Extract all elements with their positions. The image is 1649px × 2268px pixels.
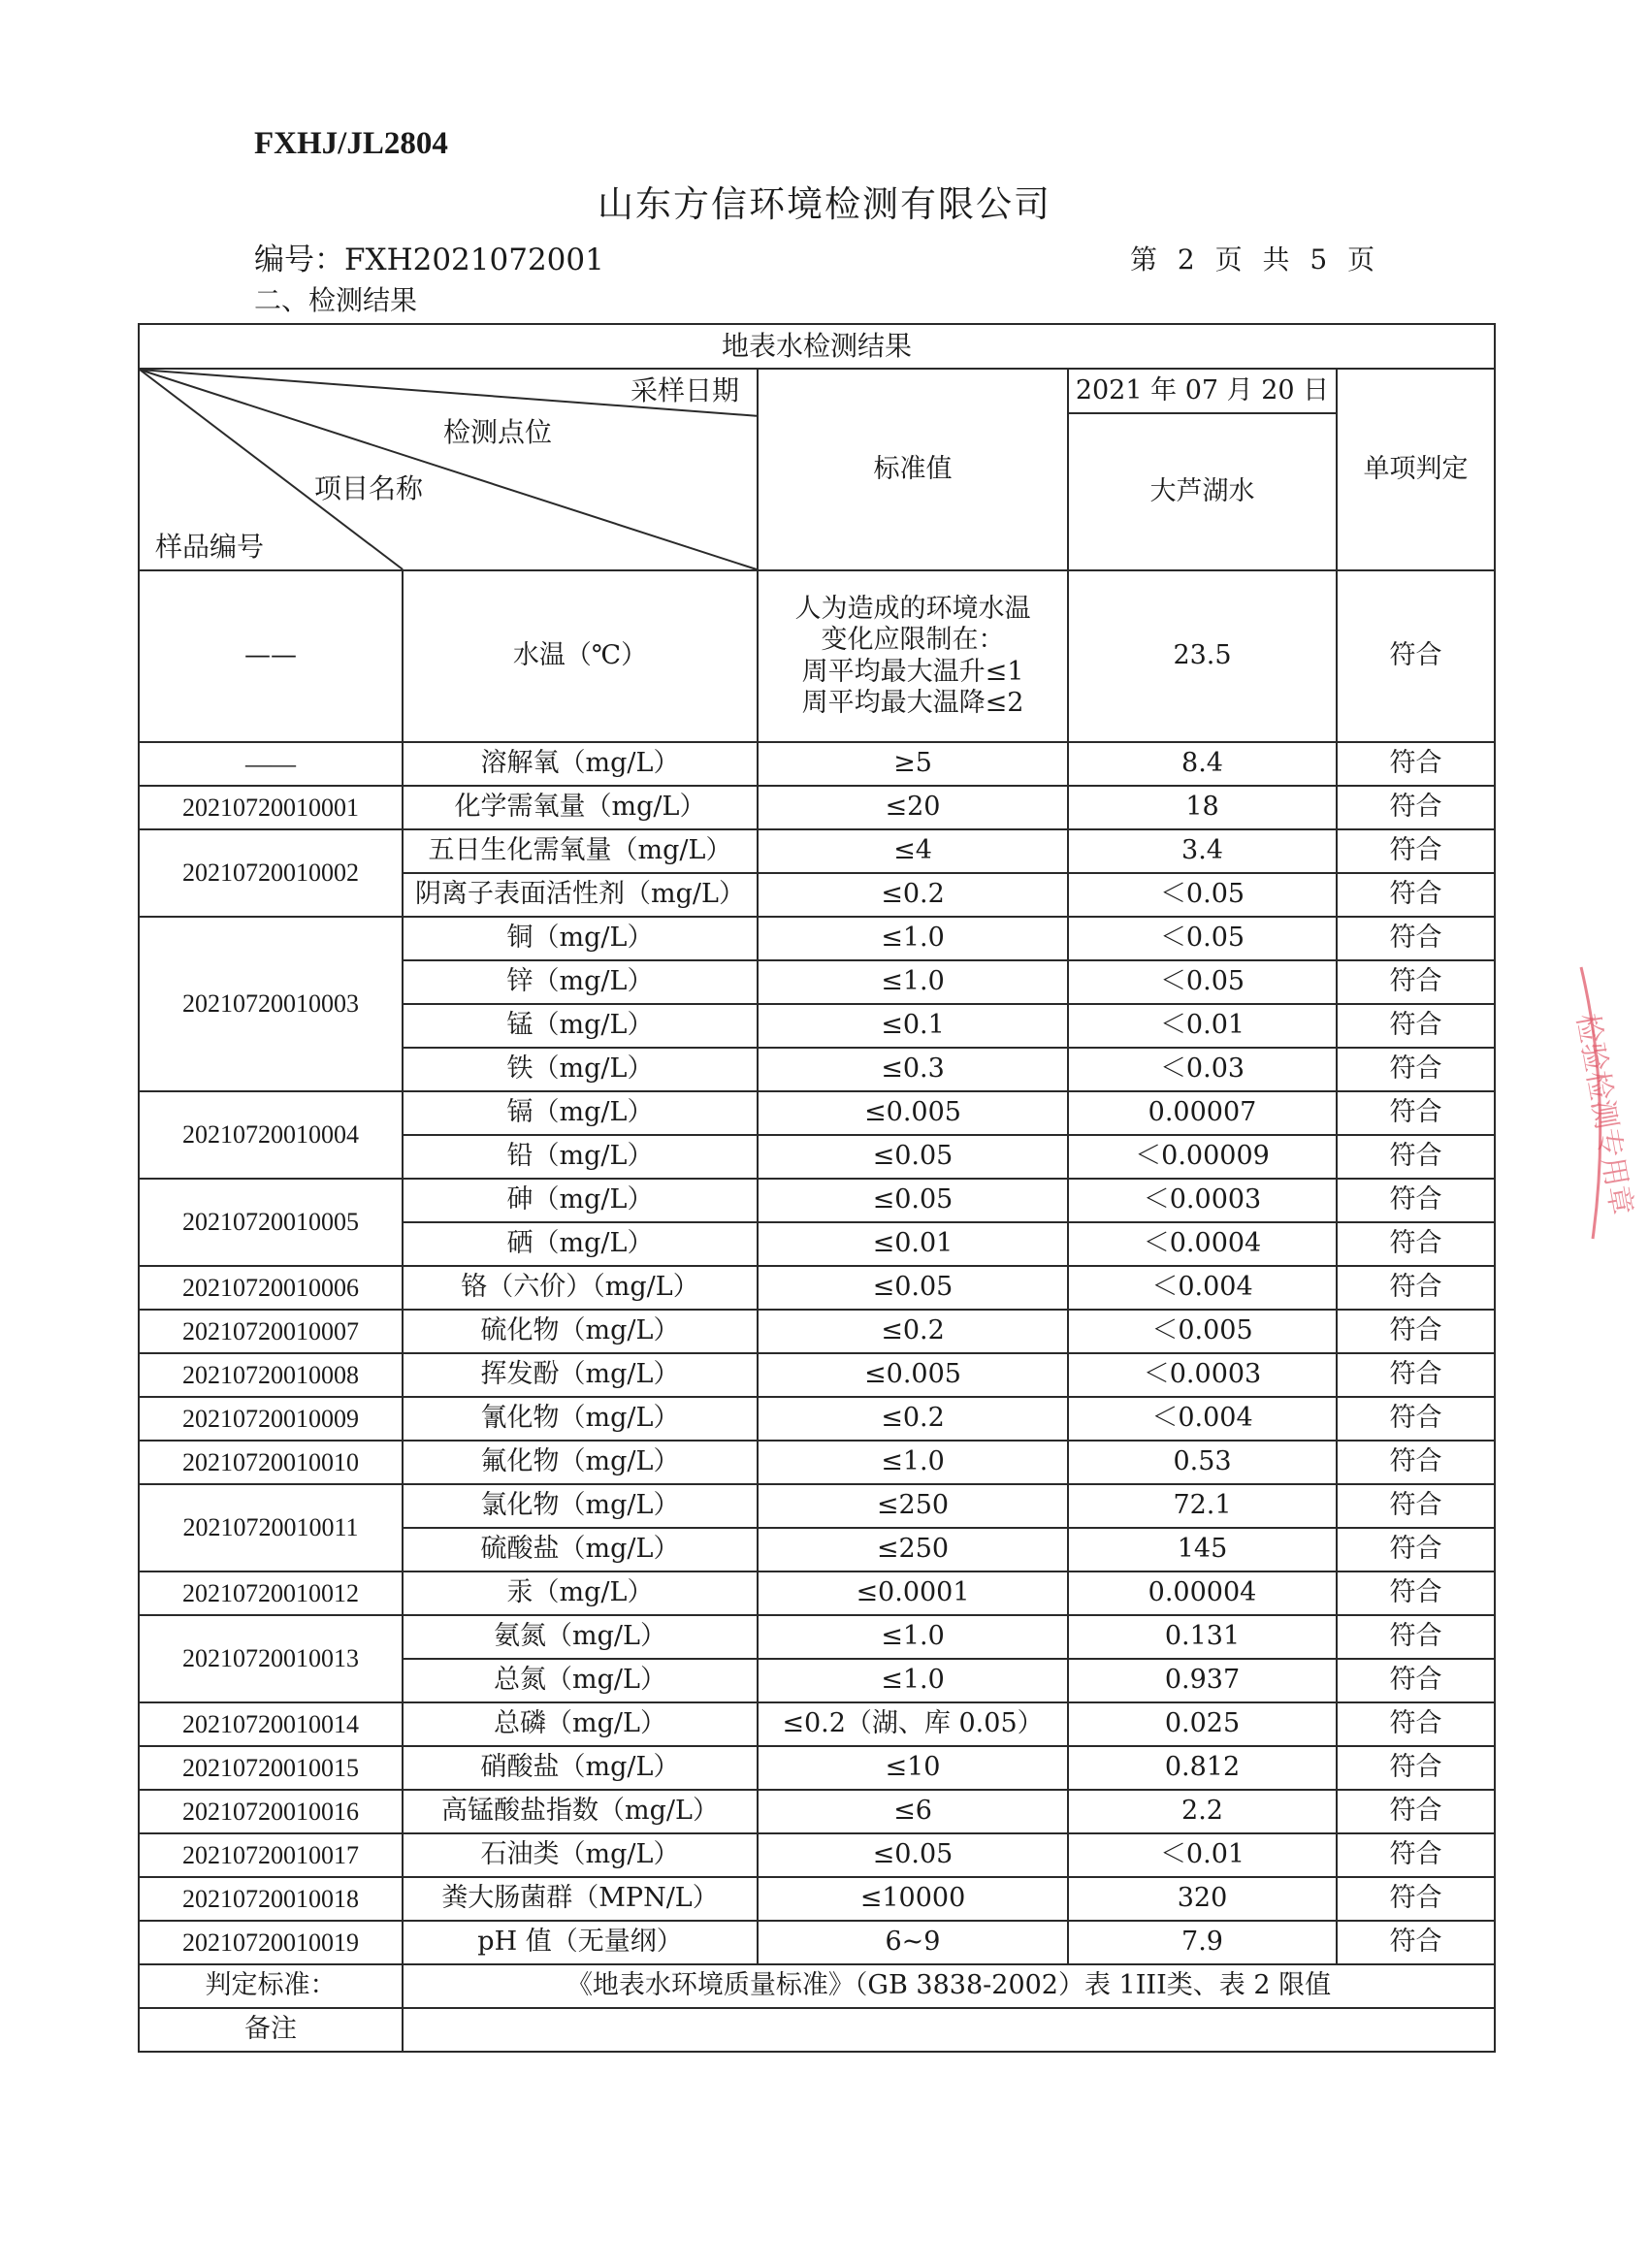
criteria-label: 判定标准： (139, 1964, 403, 2008)
stamp-text-graphic: 检验检测专用章 (1569, 1011, 1639, 1218)
sample-id-label: 样品编号 (155, 531, 265, 563)
sample-id-cell: 20210720010007 (139, 1310, 403, 1353)
sample-id-cell: 20210720010019 (139, 1921, 403, 1964)
judgement-cell: 符合 (1337, 1004, 1495, 1048)
standard-cell: ≤1.0 (758, 1441, 1068, 1484)
standard-cell: ≤1.0 (758, 1659, 1068, 1702)
judgement-cell: 符合 (1337, 1790, 1495, 1833)
result-cell: ＜0.05 (1068, 960, 1337, 1004)
item-cell: 粪大肠菌群（MPN/L） (403, 1877, 758, 1921)
company-name: 山东方信环境检测有限公司 (598, 183, 1051, 225)
item-cell: 硒（mg/L） (403, 1222, 758, 1266)
judgement-header: 单项判定 (1337, 369, 1495, 570)
judgement-cell: 符合 (1337, 1833, 1495, 1877)
table-title: 地表水检测结果 (139, 324, 1495, 369)
item-cell: 五日生化需氧量（mg/L） (403, 829, 758, 873)
judgement-cell: 符合 (1337, 917, 1495, 960)
result-cell: 145 (1068, 1528, 1337, 1571)
item-label: 项目名称 (314, 472, 424, 504)
table-row (139, 1397, 1495, 1441)
water-temp-id: —— (139, 570, 403, 742)
judgement-cell: 符合 (1337, 1091, 1495, 1135)
result-cell: ＜0.01 (1068, 1833, 1337, 1877)
point-label: 检测点位 (443, 416, 553, 448)
standard-cell: ≤10 (758, 1746, 1068, 1790)
result-cell: ＜0.05 (1068, 917, 1337, 960)
result-cell: 8.4 (1068, 742, 1337, 786)
item-cell: 锰（mg/L） (403, 1004, 758, 1048)
standard-cell: ≤0.2 (758, 1397, 1068, 1441)
result-cell: 18 (1068, 786, 1337, 829)
standard-cell: ≤0.05 (758, 1179, 1068, 1222)
standard-cell: ≤0.01 (758, 1222, 1068, 1266)
result-cell: 3.4 (1068, 829, 1337, 873)
result-cell: 0.00007 (1068, 1091, 1337, 1135)
judgement-cell: 符合 (1337, 1877, 1495, 1921)
standard-cell: ≤0.1 (758, 1004, 1068, 1048)
judgement-cell: 符合 (1337, 1702, 1495, 1746)
sample-id-cell: 20210720010011 (139, 1484, 403, 1571)
sample-id-cell: 20210720010018 (139, 1877, 403, 1921)
judgement-cell: 符合 (1337, 1746, 1495, 1790)
judgement-cell: 符合 (1337, 1441, 1495, 1484)
item-cell: 铬（六价）（mg/L） (403, 1266, 758, 1310)
standard-cell: ≤0.005 (758, 1353, 1068, 1397)
result-cell: 7.9 (1068, 1921, 1337, 1964)
water-temp-judgement: 符合 (1337, 570, 1495, 742)
standard-cell: ≤250 (758, 1484, 1068, 1528)
water-temp-result: 23.5 (1068, 570, 1337, 742)
sample-id-cell: —— (139, 742, 403, 786)
standard-cell: ≤0.05 (758, 1266, 1068, 1310)
sample-id-cell: 20210720010010 (139, 1441, 403, 1484)
table-row (139, 1571, 1495, 1615)
judgement-cell: 符合 (1337, 1048, 1495, 1091)
item-cell: 氰化物（mg/L） (403, 1397, 758, 1441)
water-temp-standard (758, 570, 1068, 742)
standard-cell: ≤0.2 (758, 1310, 1068, 1353)
sample-id-cell: 20210720010006 (139, 1266, 403, 1310)
item-cell: 铁（mg/L） (403, 1048, 758, 1091)
remarks-row (139, 2008, 1495, 2052)
item-cell: 汞（mg/L） (403, 1571, 758, 1615)
table-row (139, 1091, 1495, 1135)
result-cell: 0.025 (1068, 1702, 1337, 1746)
judgement-cell: 符合 (1337, 1135, 1495, 1179)
judgement-cell: 符合 (1337, 1921, 1495, 1964)
standard-cell: ≤6 (758, 1790, 1068, 1833)
table-row (139, 1615, 1495, 1659)
item-cell: 硝酸盐（mg/L） (403, 1746, 758, 1790)
result-cell: ＜0.01 (1068, 1004, 1337, 1048)
item-cell: 锌（mg/L） (403, 960, 758, 1004)
standard-cell: ≤0.2 (758, 873, 1068, 917)
item-cell: 镉（mg/L） (403, 1091, 758, 1135)
result-cell: 320 (1068, 1877, 1337, 1921)
item-cell: 铜（mg/L） (403, 917, 758, 960)
judgement-cell: 符合 (1337, 1528, 1495, 1571)
result-cell: ＜0.03 (1068, 1048, 1337, 1091)
result-cell: 0.812 (1068, 1746, 1337, 1790)
sample-date-label: 采样日期 (630, 374, 740, 406)
table-row (139, 917, 1495, 960)
judgement-cell: 符合 (1337, 1659, 1495, 1702)
standard-cell: ≥5 (758, 742, 1068, 786)
standard-line: 周平均最大温升≤1 (801, 656, 1024, 687)
standard-cell: ≤250 (758, 1528, 1068, 1571)
item-cell: 氟化物（mg/L） (403, 1441, 758, 1484)
result-cell: ＜0.00009 (1068, 1135, 1337, 1179)
judgement-cell: 符合 (1337, 1266, 1495, 1310)
table-row (139, 1441, 1495, 1484)
judgement-cell: 符合 (1337, 1179, 1495, 1222)
item-cell: pH 值（无量纲） (403, 1921, 758, 1964)
criteria-row (139, 1964, 1495, 2008)
sample-id-cell: 20210720010013 (139, 1615, 403, 1702)
sample-id-cell: 20210720010002 (139, 829, 403, 917)
sample-id-cell: 20210720010014 (139, 1702, 403, 1746)
table-row (139, 1877, 1495, 1921)
result-cell: 2.2 (1068, 1790, 1337, 1833)
report-number: 编号：FXH2021072001 (254, 243, 604, 277)
standard-line: 周平均最大温降≤2 (801, 687, 1024, 718)
remarks-label: 备注 (139, 2008, 403, 2052)
results-table (138, 323, 1496, 2053)
date-header: 2021 年 07 月 20 日 (1068, 369, 1337, 413)
result-cell: 0.53 (1068, 1441, 1337, 1484)
result-cell: ＜0.05 (1068, 873, 1337, 917)
item-cell: 高锰酸盐指数（mg/L） (403, 1790, 758, 1833)
table-row (139, 1353, 1495, 1397)
section-title: 二、检测结果 (254, 284, 418, 316)
sample-id-cell: 20210720010017 (139, 1833, 403, 1877)
page-indicator: 第 2 页 共 5 页 (1130, 243, 1381, 275)
table-row (139, 786, 1495, 829)
criteria-value: 《地表水环境质量标准》（GB 3838-2002）表 1III类、表 2 限值 (403, 1964, 1495, 2008)
standard-cell: ≤1.0 (758, 960, 1068, 1004)
item-cell: 砷（mg/L） (403, 1179, 758, 1222)
item-cell: 挥发酚（mg/L） (403, 1353, 758, 1397)
judgement-cell: 符合 (1337, 873, 1495, 917)
result-cell: ＜0.0004 (1068, 1222, 1337, 1266)
standard-cell: ≤20 (758, 786, 1068, 829)
item-cell: 溶解氧（mg/L） (403, 742, 758, 786)
sample-id-cell: 20210720010001 (139, 786, 403, 829)
judgement-cell: 符合 (1337, 1571, 1495, 1615)
item-cell: 氯化物（mg/L） (403, 1484, 758, 1528)
table-row (139, 1702, 1495, 1746)
judgement-cell: 符合 (1337, 1310, 1495, 1353)
table-row (139, 829, 1495, 873)
item-cell: 石油类（mg/L） (403, 1833, 758, 1877)
header-diagonal-cell (139, 369, 758, 570)
remarks-value (403, 2008, 1495, 2052)
item-cell: 化学需氧量（mg/L） (403, 786, 758, 829)
item-cell: 硫化物（mg/L） (403, 1310, 758, 1353)
table-row (139, 1310, 1495, 1353)
table-row (139, 1179, 1495, 1222)
sample-id-cell: 20210720010004 (139, 1091, 403, 1179)
item-cell: 铅（mg/L） (403, 1135, 758, 1179)
official-stamp (1564, 962, 1639, 1244)
standard-cell: ≤1.0 (758, 917, 1068, 960)
result-cell: ＜0.004 (1068, 1266, 1337, 1310)
judgement-cell: 符合 (1337, 1484, 1495, 1528)
result-cell: ＜0.0003 (1068, 1353, 1337, 1397)
sample-id-cell: 20210720010009 (139, 1397, 403, 1441)
standard-cell: ≤0.005 (758, 1091, 1068, 1135)
sample-id-cell: 20210720010008 (139, 1353, 403, 1397)
sample-id-cell: 20210720010015 (139, 1746, 403, 1790)
table-row (139, 1266, 1495, 1310)
standard-cell: ≤10000 (758, 1877, 1068, 1921)
standard-cell: ≤0.3 (758, 1048, 1068, 1091)
judgement-cell: 符合 (1337, 1222, 1495, 1266)
standard-cell: 6~9 (758, 1921, 1068, 1964)
table-row (139, 1746, 1495, 1790)
standard-header: 标准值 (758, 369, 1068, 570)
item-cell: 硫酸盐（mg/L） (403, 1528, 758, 1571)
item-cell: 总磷（mg/L） (403, 1702, 758, 1746)
table-row (139, 1484, 1495, 1528)
standard-line: 变化应限制在： (821, 625, 1005, 656)
result-cell: 0.937 (1068, 1659, 1337, 1702)
standard-cell: ≤0.05 (758, 1833, 1068, 1877)
judgement-cell: 符合 (1337, 742, 1495, 786)
form-code: FXHJ/JL2804 (254, 126, 448, 161)
judgement-cell: 符合 (1337, 1353, 1495, 1397)
item-cell: 阴离子表面活性剂（mg/L） (403, 873, 758, 917)
table-row (139, 1921, 1495, 1964)
sample-id-cell: 20210720010003 (139, 917, 403, 1091)
standard-cell: ≤1.0 (758, 1615, 1068, 1659)
table-row (139, 1833, 1495, 1877)
table-row (139, 742, 1495, 786)
result-cell: ＜0.0003 (1068, 1179, 1337, 1222)
sample-id-cell: 20210720010005 (139, 1179, 403, 1266)
result-cell: 0.00004 (1068, 1571, 1337, 1615)
sample-id-cell: 20210720010016 (139, 1790, 403, 1833)
result-cell: ＜0.004 (1068, 1397, 1337, 1441)
judgement-cell: 符合 (1337, 786, 1495, 829)
sample-id-cell: 20210720010012 (139, 1571, 403, 1615)
judgement-cell: 符合 (1337, 960, 1495, 1004)
judgement-cell: 符合 (1337, 1397, 1495, 1441)
water-temp-item: 水温（℃） (403, 570, 758, 742)
standard-cell: ≤0.0001 (758, 1571, 1068, 1615)
result-cell: 72.1 (1068, 1484, 1337, 1528)
item-cell: 总氮（mg/L） (403, 1659, 758, 1702)
standard-line: 人为造成的环境水温 (794, 593, 1031, 624)
standard-cell: ≤0.05 (758, 1135, 1068, 1179)
standard-cell: ≤0.2（湖、库 0.05） (758, 1702, 1068, 1746)
judgement-cell: 符合 (1337, 1615, 1495, 1659)
site-header: 大芦湖水 (1068, 413, 1337, 570)
standard-cell: ≤4 (758, 829, 1068, 873)
result-cell: 0.131 (1068, 1615, 1337, 1659)
result-cell: ＜0.005 (1068, 1310, 1337, 1353)
judgement-cell: 符合 (1337, 829, 1495, 873)
table-row (139, 1790, 1495, 1833)
item-cell: 氨氮（mg/L） (403, 1615, 758, 1659)
